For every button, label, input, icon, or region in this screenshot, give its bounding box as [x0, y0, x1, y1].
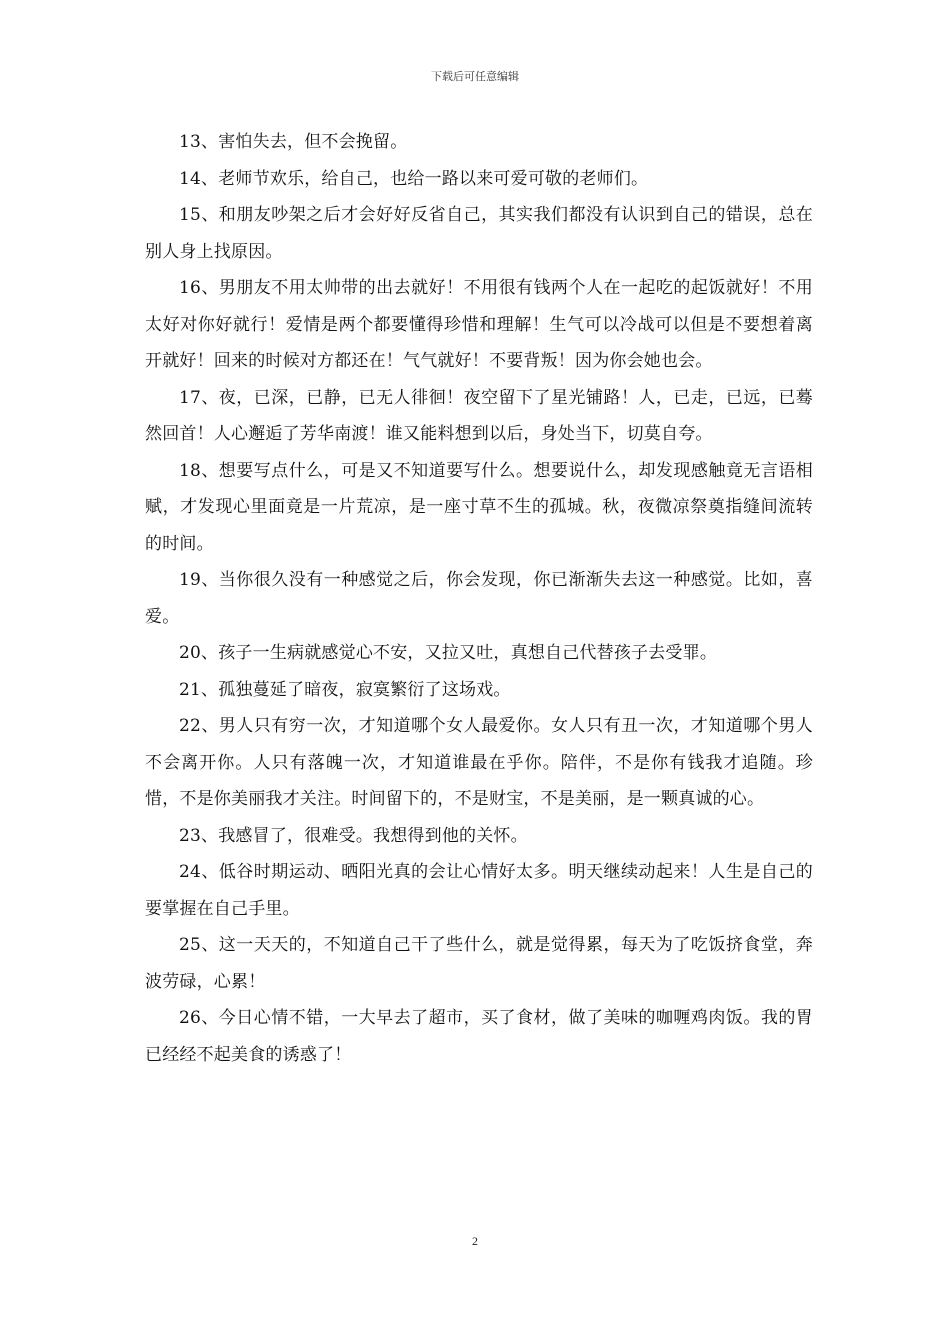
paragraph-24: 24、低谷时期运动、晒阳光真的会让心情好太多。明天继续动起来！人生是自己的要掌握在自己手里。	[145, 862, 813, 919]
paragraph-17: 17、夜，已深，已静，已无人徘徊！夜空留下了星光铺路！人，已走，已远，已蓦然回首！人心邂逅了芳华南渡！谁又能料想到以后，身处当下，切莫自夸。	[145, 387, 813, 444]
paragraph-20: 20、孩子一生病就感觉心不安，又拉又吐，真想自己代替孩子去受罪。	[179, 643, 718, 663]
paragraph-26: 26、今日心情不错，一大早去了超市，买了食材，做了美味的咖喱鸡肉饭。我的胃已经经不起美食的诱惑了！	[145, 1008, 813, 1065]
paragraph-16: 16、男朋友不用太帅带的出去就好！不用很有钱两个人在一起吃的起饭就好！不用太好对你好就行！爱情是两个都要懂得珍惜和理解！生气可以冷战可以但是不要想着离开就好！回来的时候对方都还在！气气就好！不要背叛！因为你会她也会。	[145, 278, 813, 371]
paragraph-22: 22、男人只有穷一次，才知道哪个女人最爱你。女人只有丑一次，才知道哪个男人不会离开你。人只有落魄一次，才知道谁最在乎你。陪伴，不是你有钱我才追随。珍惜，不是你美丽我才关注。时间留下的，不是财宝，不是美丽，是一颗真诚的心。	[145, 716, 813, 809]
document-body	[145, 124, 813, 1073]
paragraph-19: 19、当你很久没有一种感觉之后，你会发现，你已渐渐失去这一种感觉。比如，喜爱。	[145, 570, 813, 627]
paragraph-15: 15、和朋友吵架之后才会好好反省自己，其实我们都没有认识到自己的错误，总在别人身上找原因。	[145, 205, 813, 262]
paragraph-13: 13、害怕失去，但不会挽留。	[179, 132, 408, 152]
paragraph-18: 18、想要写点什么，可是又不知道要写什么。想要说什么，却发现感触竟无言语相赋，才发现心里面竟是一片荒凉，是一座寸草不生的孤城。秋，夜微凉祭奠指缝间流转的时间。	[145, 460, 813, 554]
paragraph-25: 25、这一天天的，不知道自己干了些什么，就是觉得累，每天为了吃饭挤食堂，奔波劳碌，心累！	[145, 935, 813, 992]
paragraph-21: 21、孤独蔓延了暗夜，寂寞繁衍了这场戏。	[179, 679, 511, 700]
paragraph-23: 23、我感冒了，很难受。我想得到他的关怀。	[179, 825, 528, 846]
page-number: 2	[472, 1234, 478, 1248]
paragraph-14: 14、老师节欢乐，给自己，也给一路以来可爱可敬的老师们。	[179, 168, 649, 189]
page-header: 下载后可任意编辑	[431, 70, 519, 83]
